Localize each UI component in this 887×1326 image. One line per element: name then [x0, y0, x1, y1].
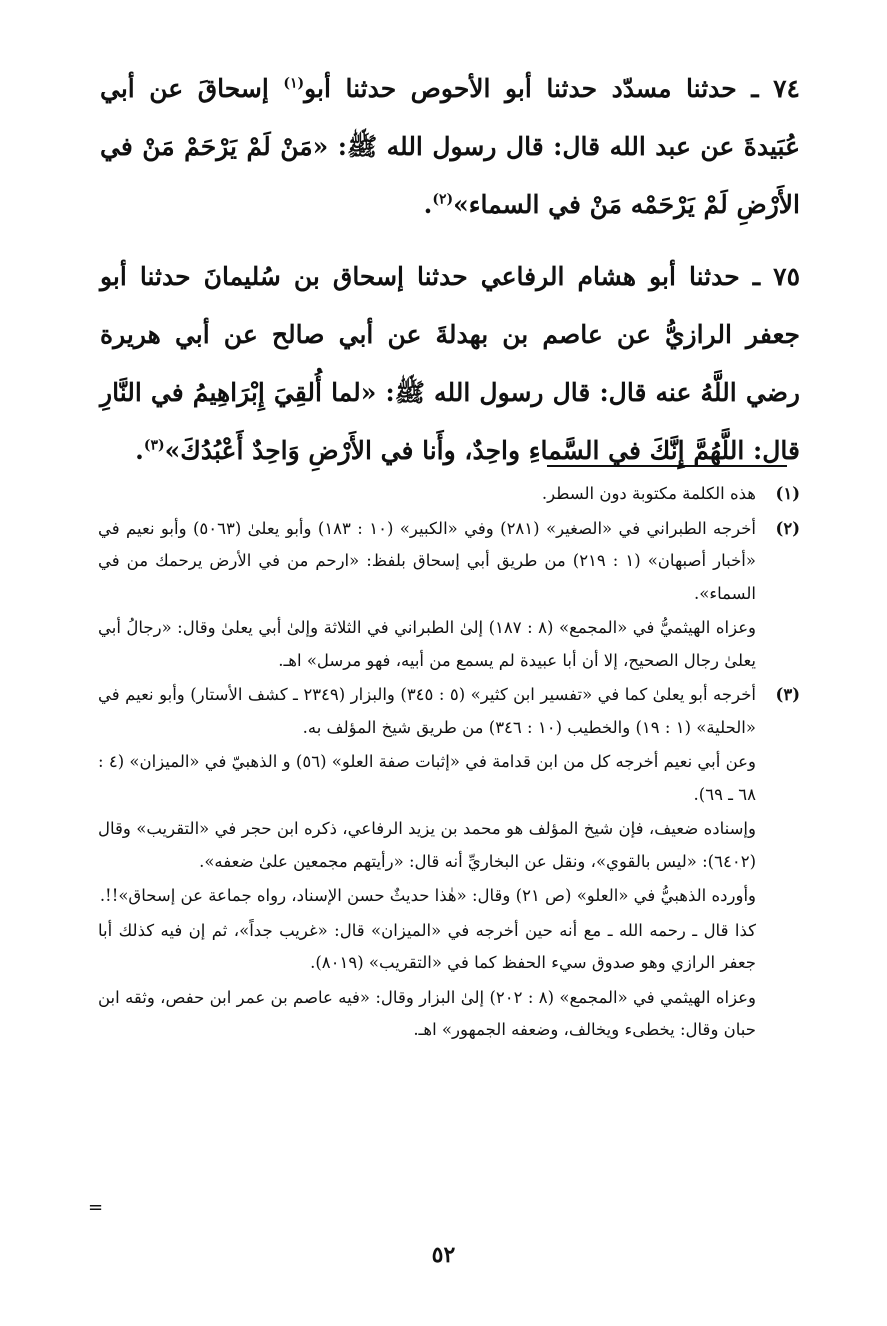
footnotes	[98, 478, 800, 1049]
footnote-ref-2: (٢)	[432, 191, 454, 208]
hadith-75	[100, 248, 800, 480]
footnote-paragraph: وإسناده ضعيف، فإن شيخ المؤلف هو محمد بن يزيد الرفاعي، ذكره ابن حجر في «التقريب» وقال (٦٤٠٢): «ليس بالقوي»، ونقل عن البخاريِّ أنه قال: «رأيتهم مجمعين علىٰ ضعفه».	[98, 819, 756, 871]
footnote-paragraph: أخرجه الطبراني في «الصغير» (٢٨١) وفي «الكبير» (١٠ : ١٨٣) وأبو يعلىٰ (٥٠٦٣) وأبو نعيم في «أخبار أصبهان» (١ : ٢١٩) من طريق أبي إسحاق بلفظ: «ارحم من في الأرض يرحمك من في السماء».	[98, 518, 756, 603]
main-text	[100, 60, 800, 480]
footnote-number: (٢)	[775, 518, 800, 538]
main-text-block	[100, 60, 800, 494]
hadith-74	[100, 60, 800, 234]
footnote-1	[98, 478, 800, 513]
footnote-paragraph: وعزاه الهيثمي في «المجمع» (٨ : ٢٠٢) إلىٰ البزار وقال: «فيه عاصم بن عمر ابن حفص، وثقه ابن حبان وقال: يخطىء ويخالف، وضعفه الجمهور» اهـ.	[98, 987, 756, 1039]
hadith-74-text-b: إسحاقَ عن أبي عُبَيدةَ عن عبد الله قال: قال رسول الله ﷺ: «مَنْ لَمْ يَرْحَمْ مَنْ في الأَرْضِ لَمْ يَرْحَمْه مَنْ في السماء»	[100, 74, 800, 219]
footnote-paragraph: وأورده الذهبيُّ في «العلو» (ص ٢١) وقال: «هٰذا حديثٌ حسن الإسناد، رواه جماعة عن إسحاق»!!.	[99, 886, 756, 905]
hadith-75-end: .	[135, 436, 144, 465]
footnote-paragraph: أخرجه أبو يعلىٰ كما في «تفسير ابن كثير» (٥ : ٣٤٥) والبزار (٢٣٤٩ ـ كشف الأستار) وأبو نعيم في «الحلية» (١ : ١٩) والخطيب (١٠ : ٣٤٦) من طريق شيخ المؤلف به.	[98, 685, 756, 737]
footnote-3	[98, 679, 800, 1049]
footnote-number: (١)	[775, 484, 800, 503]
footnote-paragraph: وعن أبي نعيم أخرجه كل من ابن قدامة في «إثبات صفة العلو» (٥٦) و الذهبيّ في «الميزان» (٤ : ٦٨ ـ ٦٩).	[98, 752, 756, 804]
page-number: ٥٢	[431, 1242, 456, 1268]
footnote-ref-3: (٣)	[143, 437, 165, 454]
hadith-74-end: .	[423, 190, 433, 219]
footnote-body	[98, 478, 756, 513]
footnote-number: (٣)	[775, 685, 800, 704]
footnote-body	[98, 679, 756, 1049]
hadith-75-text: ٧٥ ـ حدثنا أبو هشام الرفاعي حدثنا إسحاق بن سُليمانَ حدثنا أبو جعفر الرازيُّ عن عاصم بن بهدلةَ عن أبي صالح عن أبي هريرة رضي اللَّهُ عنه قال: قال رسول الله ﷺ: «لما أُلقِيَ إِبْرَاهِيمُ في النَّارِ قال: اللَّهُمَّ إِنَّكَ في السَّماءِ واحِدٌ، وأَنا في الأَرْضِ وَاحِدٌ أَعْبُدُكَ»	[100, 262, 800, 465]
footnote-body	[98, 513, 756, 680]
hadith-74-text-a: ٧٤ ـ حدثنا مسدّد حدثنا أبو الأحوص حدثنا أبو	[304, 74, 800, 103]
footnote-continuation-mark: =	[88, 1197, 104, 1218]
footnote-paragraph: وعزاه الهيثميُّ في «المجمع» (٨ : ١٨٧) إلىٰ الطبراني في الثلاثة وإلىٰ أبي يعلىٰ وقال: «رجالُ أبي يعلىٰ رجال الصحيح، إلا أن أبا عبيدة لم يسمع من أبيه، فهو مرسل» اهـ.	[98, 618, 757, 670]
footnote-paragraph: هذه الكلمة مكتوبة دون السطر.	[541, 484, 756, 503]
footnote-2	[98, 513, 800, 680]
footnote-ref-1: (١)	[283, 75, 305, 92]
footnote-divider	[547, 465, 787, 467]
footnote-paragraph: كذا قال ـ رحمه الله ـ مع أنه حين أخرجه في «الميزان» قال: «غريب جداً»، ثم إن فيه كذلك أبا جعفر الرازي وهو صدوق سيء الحفظ كما في «التقريب» (٨٠١٩).	[98, 920, 756, 972]
